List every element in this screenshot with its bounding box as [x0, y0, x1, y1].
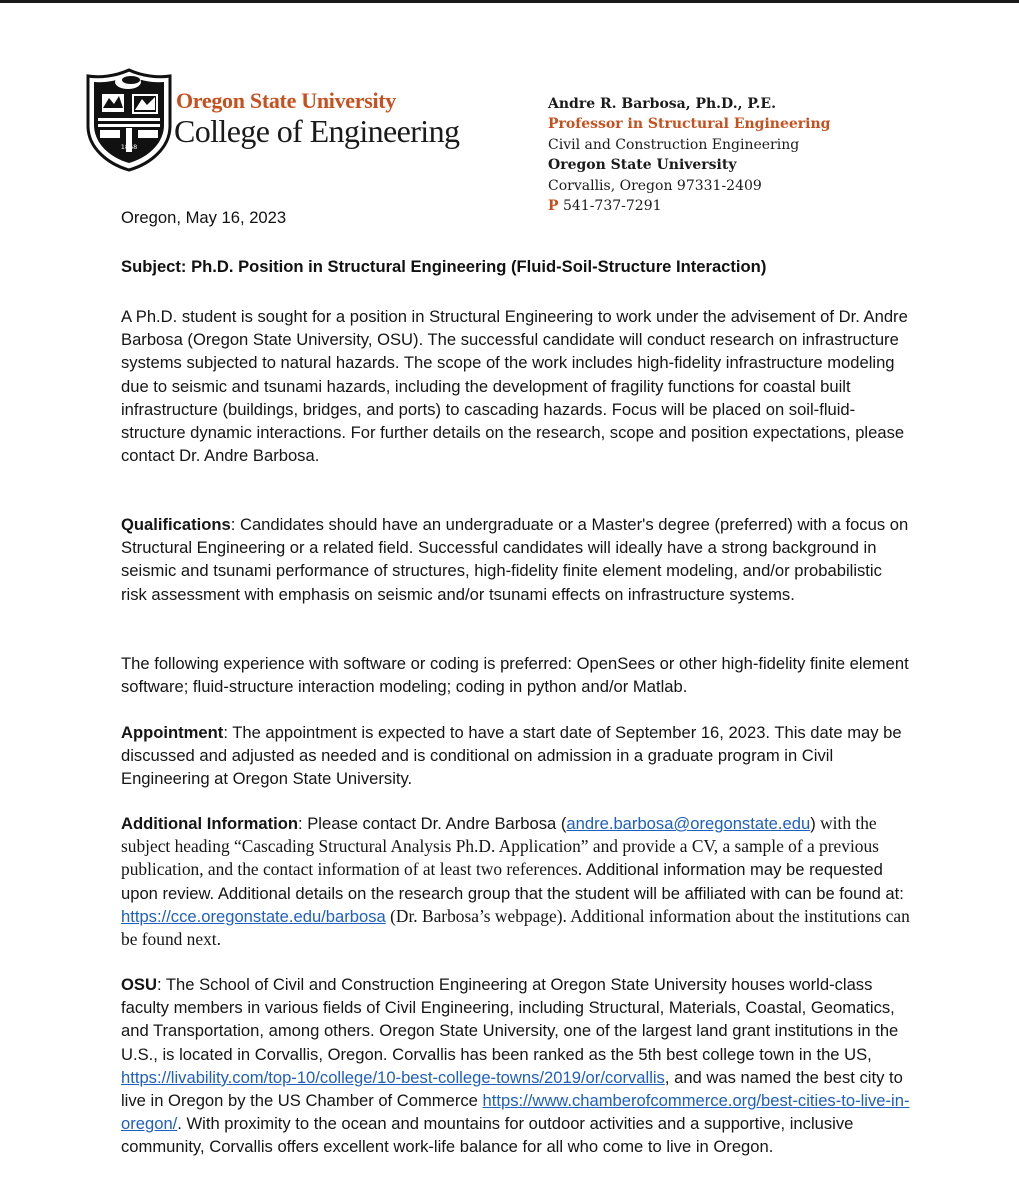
email-link[interactable]: andre.barbosa@oregonstate.edu: [566, 814, 811, 833]
letter-date: Oregon, May 16, 2023: [121, 208, 287, 227]
contact-phone: 541-737-7291: [562, 198, 662, 215]
qualifications-heading: Qualifications: [121, 515, 231, 534]
phone-label: P: [548, 198, 559, 215]
top-border: [0, 0, 1019, 3]
additional-info-serif-text: with the subject heading “Cascading Structural Analysis Ph.D. Application” and provide a CV, a sample of a previous publication, and the contact information of at least two references.: [121, 813, 879, 880]
contact-university: Oregon State University: [548, 157, 737, 174]
osu-paragraph: [121, 973, 911, 1159]
appointment-text: : The appointment is expected to have a start date of September 16, 2023. This date may be discussed and adjusted as needed and is conditional on admission in a graduate program in Civil Engineering at Oregon State University.: [121, 723, 902, 789]
qualifications-paragraph: [121, 513, 911, 606]
livability-link[interactable]: https://livability.com/top-10/college/10-best-college-towns/2019/or/corvallis: [121, 1067, 665, 1087]
chamber-of-commerce-link[interactable]: https://www.chamberofcommerce.org/best-cities-to-live-in-oregon/: [121, 1091, 910, 1134]
additional-info-research-text: Additional information may be requested upon review. Additional details on the research group that the student will be affiliated with can be found at:: [121, 860, 904, 903]
research-group-link[interactable]: https://cce.oregonstate.edu/barbosa: [121, 906, 386, 926]
osu-heading: OSU: [121, 975, 157, 994]
qualifications-text: : Candidates should have an undergraduate or a Master's degree (preferred) with a focus on Structural Engineering or a related field. Successful candidates will ideally have a strong background in seismic and tsunami performance of structures, high-fidelity finite element modeling, and/or probabilistic risk assessment with emphasis on seismic and/or tsunami effects on infrastructure systems.: [121, 515, 909, 604]
osu-text: : The School of Civil and Construction Engineering at Oregon State University houses world-class faculty members in various fields of Civil Engineering, including Structural, Materials, Coastal, Geomatics, and Transportation, among others. Oregon State University, one of the largest land grant institutions in the U.S., is located in Corvallis, Oregon. Corvallis has been ranked as the 5th best college town in the US,: [121, 975, 899, 1064]
additional-info-text: : Please contact Dr. Andre Barbosa (: [297, 814, 567, 833]
contact-department: Civil and Construction Engineering: [548, 136, 800, 153]
appointment-heading: Appointment: [121, 723, 224, 742]
contact-phone-line: [548, 196, 830, 216]
contact-address: Corvallis, Oregon 97331-2409: [548, 177, 762, 194]
contact-name: Andre R. Barbosa, Ph.D., P.E.: [548, 96, 776, 112]
osu-shield-logo-icon: [84, 68, 174, 172]
additional-info-webpage-text: (Dr. Barbosa’s webpage). Additional information about the institutions can be found next.: [121, 905, 910, 950]
letter-subject: Subject: Ph.D. Position in Structural Engineering (Fluid-Soil-Structure Interaction): [121, 257, 767, 276]
software-paragraph: The following experience with software or coding is preferred: OpenSees or other high-fidelity finite element software; fluid-structure interaction modeling; coding in python and/or Matlab.: [121, 654, 909, 697]
additional-info-paragraph: [121, 812, 911, 951]
osu-text-closing: . With proximity to the ocean and mountains for outdoor activities and a supportive, inclusive community, Corvallis offers excellent work-life balance for all who come to live in Oregon.: [121, 1114, 854, 1157]
logo-year-text: 1868: [120, 143, 138, 151]
osu-text-chamber: , and was named the best city to live in Oregon by the US Chamber of Commerce: [121, 1067, 903, 1111]
appointment-paragraph: [121, 721, 911, 791]
additional-info-heading: Additional Information: [121, 814, 298, 833]
contact-block: [548, 94, 830, 216]
college-name: College of Engineering: [174, 113, 460, 149]
university-name: Oregon State University: [176, 88, 396, 113]
intro-paragraph: A Ph.D. student is sought for a position in Structural Engineering to work under the advisement of Dr. Andre Barbosa (Oregon State University, OSU). The successful candidate will conduct research on infrastructure systems subjected to natural hazards. The scope of the work includes high-fidelity infrastructure modeling due to seismic and tsunami hazards, including the development of fragility functions for coastal built infrastructure (buildings, bridges, and ports) to cascading hazards. Focus will be placed on soil-fluid-structure dynamic interactions. For further details on the research, scope and position expectations, please contact Dr. Andre Barbosa.: [121, 307, 908, 466]
contact-title: Professor in Structural Engineering: [548, 116, 831, 133]
additional-info-text-close: ): [810, 814, 816, 833]
